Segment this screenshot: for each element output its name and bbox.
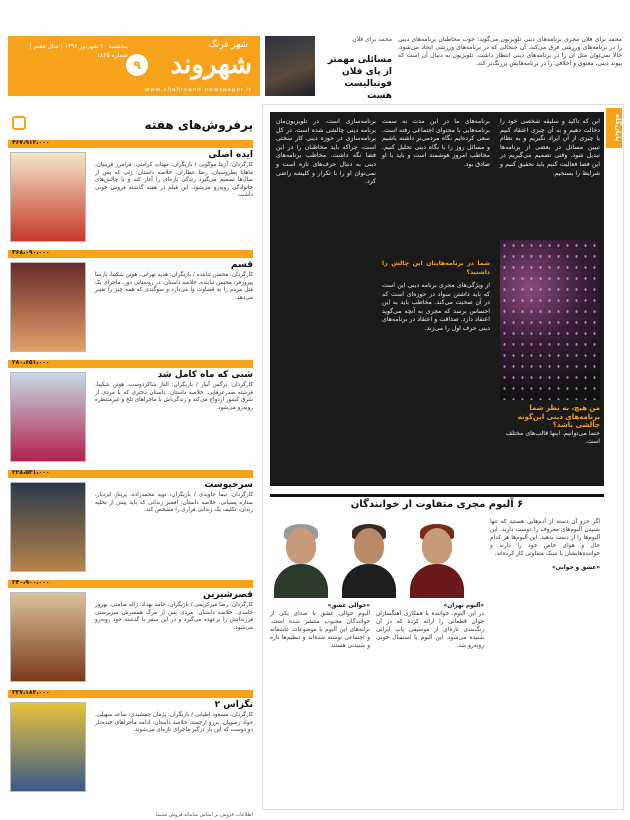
newspaper-logo: شهروند (170, 50, 252, 80)
film-description: کارگردان: آزیتا موگویی / بازیگران: مهتاب کرامتی، فرامرز قریبیان، ماهایا پطروسیان، رضا عطاران. خلاصه داستان: زنی که پس از سال‌ها تصمیم می‌گیرد زندگی تازه‌ای را آغاز کند و با چالش‌های خانوادگی روبه‌رو می‌شود. این فیلم در هفته گذشته فروش خوبی داشت. (95, 162, 253, 198)
quote-answer: حتما می‌توانیم. اینها قالب‌های مختلف است. (505, 429, 600, 445)
film-card (8, 690, 253, 796)
film-description: کارگردان: نیما جاویدی / بازیگران: نوید محمدزاده، پریناز ایزدیار، ستاره پسیانی. خلاصه داستان: افسر زندانی که باید پیش از تخلیه زندان، تکلیف یک زندانی فراری را مشخص کند. (95, 492, 253, 513)
header-paragraph: محمد برای فلان مجری برنامه‌های دینی تلویزیون می‌گوید: خوب مخاطبان برنامه‌های دینی را در برنامه‌های ورزشی فرق می‌کند. آن جنجالی که در برنامه‌های ورزشی ایجاد می‌شود، حالا نمی‌توان مثل آن را در برنامه‌های دینی انتظار داشت. تلویزیون به دنبال آن است که پیوند دینی، معنوی و اخلاقی را در برنامه‌هایش پررنگ‌تر کند. (398, 36, 622, 67)
film-revenue: ۲۸۰،۶۵۱،۰۰۰ (12, 359, 50, 366)
film-poster (10, 592, 86, 682)
interview-column: برنامه‌های ما در این مدت به سمت برنامه‌هایی با محتوای اجتماعی رفته است. سعی کرده‌ایم نگاه مردمی‌تر داشته باشیم و مسائل روز را با نگاه دینی تحلیل کنیم. مخاطب امروز هوشمند است و باید با او صادق بود. (382, 118, 490, 168)
film-card (8, 360, 253, 466)
film-poster (10, 482, 86, 572)
header-kicker: محمد برای فلان (352, 36, 392, 43)
film-description: کارگردان: نرگس آبیار / بازیگران: الناز شاکردوست، هوتن شکیبا، فرشته صدرعرفایی. خلاصه داستان: داستان دختری که با مردی از شرق کشور ازدواج می‌کند و زندگی‌اش با ماجراهای تلخ و غیرمنتظره روبه‌رو می‌شود. (95, 382, 253, 411)
film-name: شبی که ماه کامل شد (157, 370, 253, 380)
film-name: سرخپوست (204, 480, 253, 490)
film-revenue: ۴۶۷،۹۱۲،۰۰۰ (12, 139, 50, 146)
article-column (490, 518, 600, 572)
interview-question: شما در برنامه‌هایتان این چالش را داشتید؟ (382, 260, 490, 276)
article-headline: ۶ آلبوم مجری متفاوت از خوانندگان (270, 494, 604, 510)
pull-quote (500, 404, 600, 447)
film-poster (10, 702, 86, 792)
film-poster (10, 262, 86, 352)
film-card (8, 470, 253, 576)
footer-note: اطلاعات فروش بر اساس سامانه فروش سینما (155, 812, 253, 818)
film-revenue: ۳۳۷،۱۸۲،۰۰۰ (12, 689, 50, 696)
album-title: «عشق و جوانی» (551, 565, 600, 571)
masthead-subtitle: شهر فرنگ (208, 40, 248, 50)
film-name: قسم (230, 260, 253, 270)
interview-column: از ویژگی‌های مجری برنامه دینی این است که باید داشتن سواد در حوزه‌ای است که در آن صحبت می‌کند. مخاطب باید به این احساس برسد که مجری به آنچه می‌گوید اعتقاد دارد. صداقت و اعتقاد در برنامه‌های دینی حرف اول را می‌زند. (382, 282, 490, 332)
album-text: در این آلبوم، خواننده با همکاری آهنگسازان جوان قطعاتی را ارائه کرده که در آن رنگ‌بندی تازه‌ای از موسیقی پاپ ایرانی شنیده می‌شود. این آلبوم با استقبال خوبی روبه‌رو شد. (376, 611, 484, 649)
masthead (8, 36, 260, 96)
film-card (8, 580, 253, 686)
article-intro: اگر جزو آن دسته از آدم‌هایی هستید که تنها شنیدن آلبوم‌های معروف را دوست دارید، این آلبوم‌ها را از دست ندهید. این آلبوم‌ها هر کدام حال و هوای خاص خود را دارند و خواننده‌هایشان با سبک متفاوتی کار کرده‌اند. (490, 519, 600, 557)
page-number: ۹ (126, 54, 148, 76)
presenter-photo (265, 36, 315, 96)
film-card (8, 250, 253, 356)
film-poster (10, 152, 86, 242)
album-text: آلبوم حوالی عشق با صدای یکی از خوانندگان محبوب منتشر شده است. ترانه‌های این آلبوم با موضوعات عاشقانه و اجتماعی نوشته شده‌اند و تنظیم‌ها تازه و شنیدنی هستند. (270, 611, 370, 649)
box-office-sidebar (8, 110, 253, 810)
article-column (376, 602, 484, 650)
film-poster (10, 372, 86, 462)
interview-column: برنامه‌سازی است. در تلویزیون‌مان برنامه دینی چالشی شده است. در کل برنامه‌سازی در حوزه دینی کار سختی است، چراکه باید مخاطبان را در این فضا نگه داشت. مخاطب برنامه‌های دینی به دنبال حرف‌های تازه است و نمی‌توان او را با تکرار و کلیشه راضی کرد. (276, 118, 376, 186)
film-name: ایده اصلی (208, 150, 253, 160)
film-revenue: ۳۶۸،۰۹۰،۰۰۰ (12, 249, 50, 256)
film-description: کارگردان: رضا میرکریمی / بازیگران: حامد بهداد، ژاله صامتی، بهروز حامدی. خلاصه داستان: مردی پس از مرگ همسرش سرپرستی فرزندانش را برعهده می‌گیرد و در این سفر با گذشته خود روبه‌رو می‌شود. (95, 602, 253, 631)
singer-photos (270, 518, 470, 598)
ticket-icon (12, 116, 26, 130)
film-revenue: ۲۲۸،۵۳۱،۰۰۰ (12, 469, 50, 476)
issue-date: پنجشنبه ۲۰ شهریور ۱۳۹۸ | سال هفتم | شماره ۱۸۶۵ (29, 43, 128, 59)
film-card (8, 140, 253, 246)
sidebar-title: پرفروش‌های هفته (144, 118, 253, 132)
interview-column: این که تاکید و سلیقه شخصی خود را دخالت دهیم و به آن چیزی اعتقاد کنیم یا چیزی از آن ایراد نگیریم و به نظام تبیین مسائل در بعضی از برنامه‌ها تبدیل شود. وقتی تصمیم می‌گیریم در این فضا فعالیت کنیم باید تحقیق کنیم و شرایط را بسنجیم. (500, 118, 600, 177)
album-title: «حوالی عشق» (327, 603, 370, 609)
singer-photo (270, 518, 332, 598)
section-tag: پایان‌گاه (606, 108, 622, 148)
film-name: قصرشیرین (203, 590, 253, 600)
quote-question: من هیچ، به نظر شما برنامه‌های دینی این‌گونه چالشی باشد؟ (517, 404, 600, 429)
film-revenue: ۲۴۰،۹۰۰،۰۰۰ (12, 579, 50, 586)
film-description: کارگردان: مسعود اطیابی / بازیگران: پژمان جمشیدی، ساعد سهیلی، جواد رضویان، برزو ارجمند. خلاصه داستان: ادامه ماجراهای خنده‌دار دو دوست که این بار درگیر ماجرای تازه‌ای می‌شوند. (95, 712, 253, 733)
singer-photo (338, 518, 400, 598)
album-title: «آلبوم تهران» (443, 603, 484, 609)
website-url[interactable]: www.shahrvand-newspaper.ir (144, 87, 252, 93)
singer-photo (406, 518, 468, 598)
article-column (270, 602, 370, 650)
stage-photo (500, 240, 600, 400)
film-name: تگزاس ۲ (214, 700, 253, 710)
header-title: مسائلی مهمتر از پای فلان فوتبالیست هست (327, 55, 392, 101)
film-description: کارگردان: محسن تنابنده / بازیگران: هدیه تهرانی، هوتن شکیبا، پارسا پیروزفر، محسن تنابنده. خلاصه داستان: در روستایی دور، ماجرای یک قتل مردم را به قضاوت وا می‌دارد و سوگندی که همه چیز را تغییر می‌دهد. (95, 272, 253, 301)
